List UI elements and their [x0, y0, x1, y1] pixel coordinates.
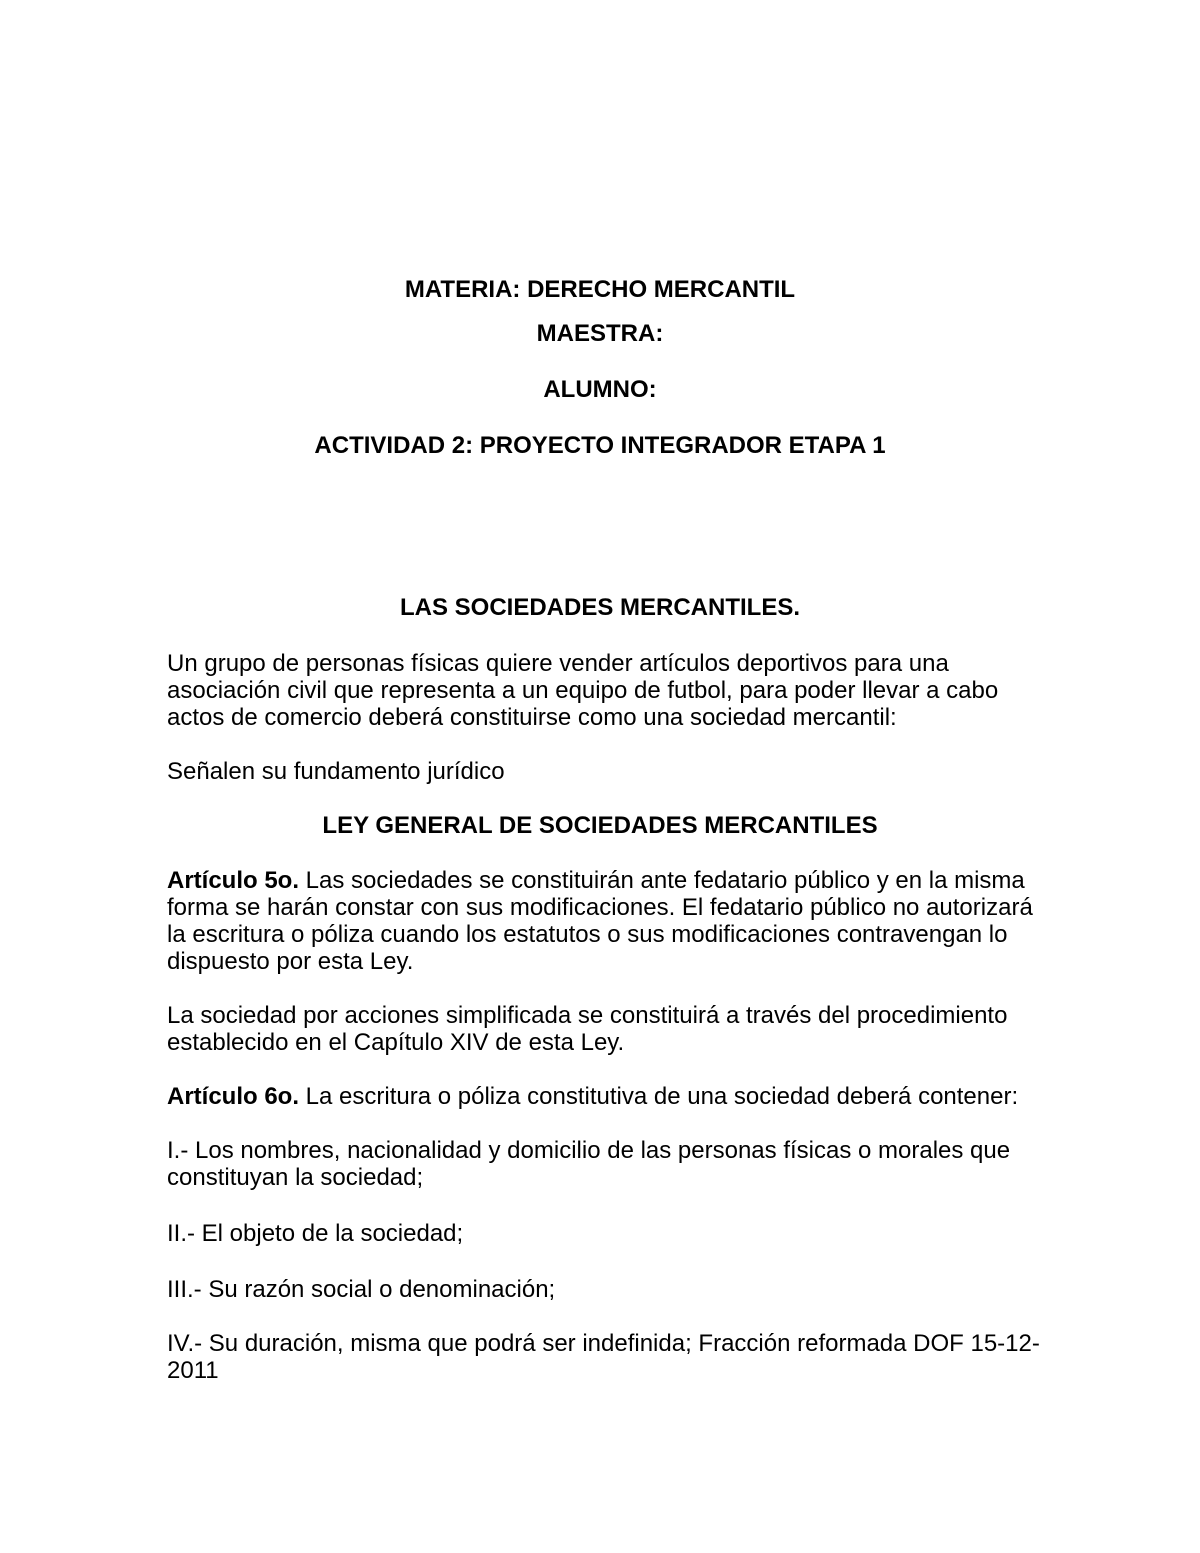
fraccion-iv-line-1: IV.- Su duración, misma que podrá ser indefinida; Fracción reformada DOF 15-12-: [167, 1330, 1040, 1357]
intro-line-3: actos de comercio deberá constituirse como una sociedad mercantil:: [167, 704, 897, 731]
articulo-5-line-4: dispuesto por esta Ley.: [167, 948, 414, 975]
actividad-heading: ACTIVIDAD 2: PROYECTO INTEGRADOR ETAPA 1: [314, 432, 886, 459]
fraccion-iv-line-2: 2011: [167, 1357, 219, 1384]
law-title: LEY GENERAL DE SOCIEDADES MERCANTILES: [322, 812, 878, 839]
section-title: LAS SOCIEDADES MERCANTILES.: [399, 594, 801, 621]
fraccion-i-line-2: constituyan la sociedad;: [167, 1164, 424, 1191]
fraccion-i-line-1: I.- Los nombres, nacionalidad y domicilio de las personas físicas o morales que: [167, 1137, 1011, 1164]
instruction-text: Señalen su fundamento jurídico: [167, 758, 505, 785]
intro-line-2: asociación civil que representa a un equipo de futbol, para poder llevar a cabo: [167, 677, 999, 704]
maestra-heading: MAESTRA:: [536, 320, 664, 347]
articulo-6-label: Artículo 6o.: [167, 1083, 300, 1110]
articulo-5-line-2: forma se harán constar con sus modificaciones. El fedatario público no autorizará: [167, 894, 1033, 921]
articulo-5-line-1: [167, 867, 1025, 894]
intro-line-1: Un grupo de personas físicas quiere vender artículos deportivos para una: [167, 650, 949, 677]
fraccion-iii: III.- Su razón social o denominación;: [167, 1276, 556, 1303]
articulo-5-label: Artículo 5o.: [167, 867, 300, 894]
articulo-6-text: La escritura o póliza constitutiva de una sociedad deberá contener:: [299, 1083, 1019, 1110]
sas-line-1: La sociedad por acciones simplificada se constituirá a través del procedimiento: [167, 1002, 1008, 1029]
materia-heading: MATERIA: DERECHO MERCANTIL: [404, 276, 796, 303]
articulo-5-text: Las sociedades se constituirán ante fedatario público y en la misma: [299, 867, 1025, 894]
fraccion-ii: II.- El objeto de la sociedad;: [167, 1220, 464, 1247]
alumno-heading: ALUMNO:: [543, 376, 657, 403]
articulo-5-line-3: la escritura o póliza cuando los estatutos o sus modificaciones contravengan lo: [167, 921, 1008, 948]
sas-line-2: establecido en el Capítulo XIV de esta Ley.: [167, 1029, 625, 1056]
articulo-6-line: [167, 1083, 1018, 1110]
